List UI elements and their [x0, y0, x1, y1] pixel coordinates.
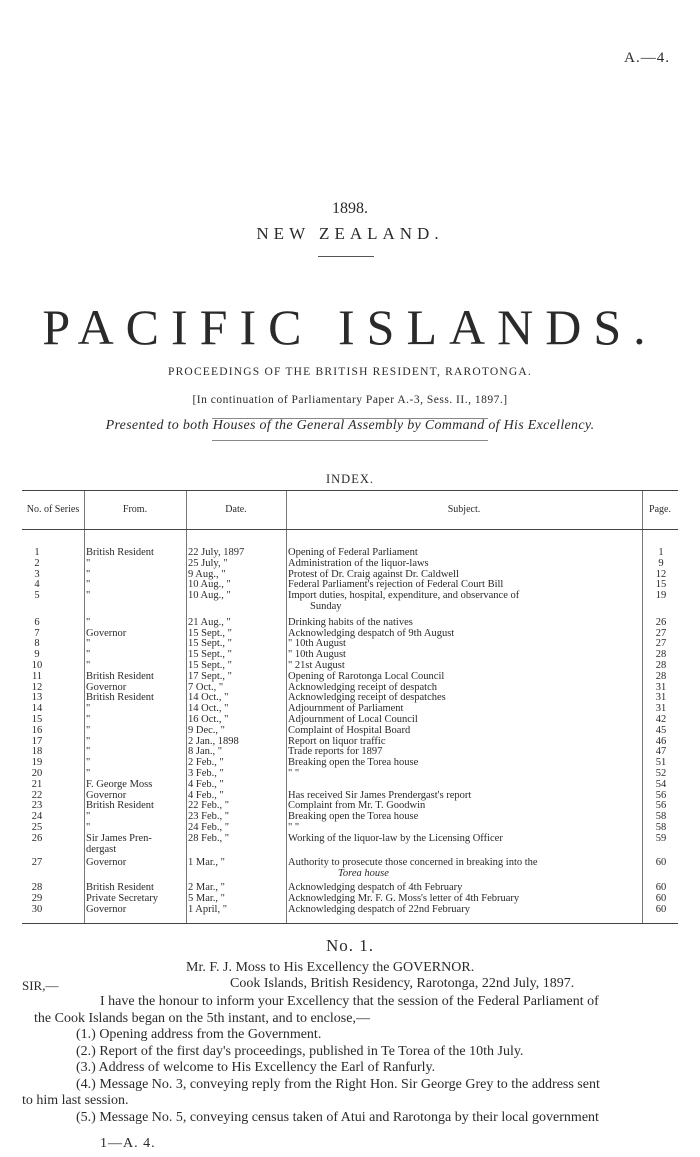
row-subject: " 10th August	[288, 638, 346, 650]
row-from: "	[86, 703, 91, 715]
row-page: 27	[655, 638, 667, 650]
row-subject: Working of the liquor-law by the Licensing Officer	[288, 832, 503, 844]
row-series-no: 20	[31, 768, 43, 779]
letter-line: (5.) Message No. 5, conveying census taken of Atui and Rarotonga by their local government	[76, 1109, 599, 1125]
year: 1898.	[332, 200, 368, 217]
row-date: 1 Mar., "	[188, 857, 225, 869]
row-date: 16 Oct., "	[188, 714, 229, 725]
row-from: "	[86, 649, 91, 661]
row-subject: Complaint from Mr. T. Goodwin	[288, 800, 426, 812]
row-subject: Federal Parliament's rejection of Federal Court Bill	[288, 579, 504, 591]
row-from: Governor	[86, 681, 127, 693]
row-series-no: 13	[31, 692, 43, 704]
row-date: 2 Jan., 1898	[188, 735, 239, 747]
row-series-no: 14	[31, 703, 43, 715]
row-series-no: 16	[31, 724, 43, 736]
row-from-continued: dergast	[86, 843, 117, 855]
row-subject: Acknowledging despatch of 22nd February	[288, 903, 470, 915]
row-date: 5 Mar., "	[188, 892, 225, 904]
header-page: Page.	[649, 504, 671, 515]
row-from: British Resident	[86, 547, 154, 558]
row-page: 51	[655, 757, 667, 769]
row-subject-continued: Sunday	[310, 601, 342, 612]
row-from: "	[86, 746, 91, 758]
row-from: Governor	[86, 903, 127, 915]
row-series-no: 7	[34, 627, 40, 639]
row-series-no: 6	[34, 616, 40, 628]
row-page: 9	[658, 557, 664, 569]
row-date: 3 Feb., "	[188, 768, 224, 779]
row-from: "	[86, 660, 91, 671]
row-series-no: 29	[31, 892, 43, 904]
row-from: F. George Moss	[86, 778, 153, 790]
row-series-no: 10	[31, 660, 43, 671]
row-page: 12	[655, 568, 667, 580]
row-series-no: 26	[31, 832, 43, 844]
letter-line: (3.) Address of welcome to His Excellency the Earl of Ranfurly.	[76, 1060, 436, 1075]
row-subject: Opening of Federal Parliament	[288, 547, 418, 558]
row-series-no: 25	[31, 822, 43, 833]
row-series-no: 15	[31, 714, 43, 725]
row-series-no: 12	[31, 681, 43, 693]
row-series-no: 3	[34, 568, 40, 580]
row-date: 17 Sept., "	[188, 670, 232, 682]
row-from: British Resident	[86, 800, 154, 812]
row-subject: " 21st August	[288, 660, 345, 671]
letter-line: (4.) Message No. 3, conveying reply from the Right Hon. Sir George Grey to the address sent	[76, 1076, 600, 1092]
row-date: 15 Sept., "	[188, 649, 232, 661]
row-series-no: 28	[31, 882, 43, 893]
row-subject: Acknowledging receipt of despatches	[288, 692, 446, 704]
row-series-no: 19	[31, 757, 43, 769]
row-date: 15 Sept., "	[188, 627, 232, 639]
row-page: 28	[655, 649, 667, 661]
row-subject: Report on liquor traffic	[288, 735, 386, 747]
header-rule	[22, 529, 678, 530]
row-page: 31	[655, 692, 667, 704]
header-date: Date.	[225, 504, 247, 515]
row-series-no: 4	[34, 579, 40, 591]
row-page: 31	[655, 703, 667, 715]
row-from: Governor	[86, 857, 127, 869]
row-from: British Resident	[86, 882, 154, 893]
row-from: "	[86, 822, 91, 833]
row-subject: Breaking open the Torea house	[288, 811, 419, 823]
row-subject: Complaint of Hospital Board	[288, 724, 411, 736]
row-series-no: 23	[31, 800, 43, 812]
salutation: SIR,—	[22, 978, 59, 993]
row-date: 25 July, "	[188, 557, 228, 569]
page-signature: 1—A. 4.	[100, 1136, 156, 1151]
row-subject: Protest of Dr. Craig against Dr. Caldwell	[288, 568, 459, 580]
row-date: 9 Dec., "	[188, 724, 225, 736]
row-page: 45	[655, 724, 667, 736]
row-page: 56	[655, 789, 667, 801]
row-date: 24 Feb., "	[188, 822, 230, 833]
row-date: 21 Aug., "	[188, 616, 231, 628]
row-series-no: 9	[34, 649, 40, 661]
row-from: "	[86, 757, 91, 769]
row-date: 10 Aug., "	[188, 579, 231, 591]
row-series-no: 17	[31, 735, 43, 747]
row-from: "	[86, 768, 91, 779]
row-page: 28	[655, 660, 667, 671]
row-page: 47	[655, 746, 667, 758]
presented-rule-bottom	[212, 440, 488, 441]
row-from: Governor	[86, 627, 127, 639]
row-subject: Acknowledging despatch of 4th February	[288, 882, 463, 893]
row-date: 1 April, "	[188, 903, 227, 915]
row-from: "	[86, 557, 91, 569]
row-date: 9 Aug., "	[188, 568, 226, 580]
row-date: 2 Mar., "	[188, 882, 225, 893]
row-date: 4 Feb., "	[188, 778, 224, 790]
row-series-no: 2	[34, 557, 40, 569]
row-date: 10 Aug., "	[188, 590, 231, 602]
page-reference: A.—4.	[624, 50, 670, 66]
row-subject: " "	[288, 768, 300, 779]
row-page: 26	[655, 616, 667, 628]
header-subject: Subject.	[447, 504, 481, 515]
row-page: 1	[658, 547, 664, 558]
letter-line: (2.) Report of the first day's proceedings, published in Te Torea of the 10th July.	[76, 1043, 524, 1059]
row-from: "	[86, 638, 91, 650]
row-date: 2 Feb., "	[188, 757, 224, 769]
row-subject: Administration of the liquor-laws	[288, 557, 429, 569]
row-subject: Import duties, hospital, expenditure, and observance of	[288, 590, 520, 602]
row-series-no: 30	[31, 903, 43, 915]
row-from: "	[86, 568, 91, 580]
row-page: 52	[655, 768, 667, 779]
row-subject-continued: Torea house	[338, 868, 389, 880]
row-date: 8 Jan., "	[188, 746, 223, 758]
row-from: "	[86, 735, 91, 747]
row-page: 60	[655, 903, 667, 915]
row-subject: Adjournment of Local Council	[288, 714, 418, 725]
row-subject: Authority to prosecute those concerned in breaking into the	[288, 857, 538, 869]
row-series-no: 22	[31, 789, 43, 801]
row-page: 42	[655, 714, 667, 725]
row-date: 14 Oct., "	[188, 703, 229, 715]
row-subject: Adjournment of Parliament	[288, 703, 404, 715]
row-subject: Breaking open the Torea house	[288, 757, 419, 769]
letter-line: the Cook Islands began on the 5th instant, and to enclose,—	[34, 1010, 370, 1026]
country-title: NEW ZEALAND.	[256, 224, 444, 243]
row-page: 46	[655, 735, 667, 747]
row-date: 28 Feb., "	[188, 832, 230, 844]
column-divider	[286, 491, 287, 923]
row-page: 56	[655, 800, 667, 812]
letter-line: I have the honour to inform your Excellency that the session of the Federal Parliament of	[100, 994, 599, 1009]
presented-line: Presented to both Houses of the General Assembly by Command of His Excellency.	[105, 418, 595, 433]
column-divider	[642, 491, 643, 923]
header-from: From.	[122, 504, 148, 515]
row-subject: " "	[288, 822, 300, 833]
short-rule	[318, 256, 374, 257]
row-from: "	[86, 811, 91, 823]
row-page: 27	[655, 627, 667, 639]
row-page: 58	[655, 822, 667, 833]
row-subject: Acknowledging despatch of 9th August	[288, 627, 455, 639]
letter-from-line: Mr. F. J. Moss to His Excellency the GOVERNOR.	[186, 960, 475, 975]
row-page: 60	[655, 857, 667, 869]
row-series-no: 8	[34, 638, 40, 650]
row-page: 58	[655, 811, 667, 823]
column-divider	[84, 491, 85, 923]
row-page: 31	[655, 681, 667, 693]
row-date: 15 Sept., "	[188, 638, 232, 650]
row-date: 22 July, 1897	[188, 547, 245, 558]
row-from: "	[86, 714, 91, 725]
letter-line: to him last session.	[22, 1093, 129, 1108]
row-date: 22 Feb., "	[188, 800, 230, 812]
subtitle: PROCEEDINGS OF THE BRITISH RESIDENT, RAROTONGA.	[167, 366, 533, 378]
letter-place-date: Cook Islands, British Residency, Rarotonga, 22nd July, 1897.	[230, 976, 575, 991]
row-from: British Resident	[86, 670, 154, 682]
row-date: 23 Feb., "	[188, 811, 230, 823]
row-page: 60	[655, 892, 667, 904]
row-page: 19	[655, 590, 667, 602]
row-subject: " 10th August	[288, 649, 346, 661]
row-from: "	[86, 590, 91, 602]
letter-number: No. 1.	[325, 936, 375, 955]
row-page: 15	[655, 579, 667, 591]
index-title: INDEX.	[325, 472, 374, 486]
row-page: 59	[655, 832, 667, 844]
row-series-no: 27	[31, 857, 43, 869]
row-date: 14 Oct., "	[188, 692, 229, 704]
letter-line: (1.) Opening address from the Government.	[76, 1027, 322, 1042]
row-page: 54	[655, 778, 667, 790]
row-subject: Acknowledging receipt of despatch	[288, 681, 437, 693]
row-from: Governor	[86, 789, 127, 801]
row-series-no: 1	[34, 547, 40, 558]
row-series-no: 24	[31, 811, 43, 823]
row-date: 7 Oct., "	[188, 681, 224, 693]
row-from: "	[86, 616, 91, 628]
row-series-no: 18	[31, 746, 43, 758]
header-no-of-series: No. of Series	[26, 504, 80, 515]
row-date: 15 Sept., "	[188, 660, 232, 671]
row-subject: Acknowledging Mr. F. G. Moss's letter of 4th February	[288, 892, 520, 904]
row-from: "	[86, 724, 91, 736]
row-series-no: 11	[31, 670, 43, 682]
row-subject: Has received Sir James Prendergast's report	[288, 789, 472, 801]
main-title: PACIFIC ISLANDS.	[42, 299, 658, 355]
row-series-no: 5	[34, 590, 40, 602]
row-page: 28	[655, 670, 667, 682]
row-page: 60	[655, 882, 667, 893]
row-series-no: 21	[31, 778, 43, 790]
row-date: 4 Feb., "	[188, 789, 224, 801]
row-from: British Resident	[86, 692, 154, 704]
index-table	[22, 490, 678, 924]
row-subject: Drinking habits of the natives	[288, 616, 413, 628]
row-from: Private Secretary	[86, 892, 159, 904]
row-subject: Opening of Rarotonga Local Council	[288, 670, 445, 682]
row-subject: Trade reports for 1897	[288, 746, 383, 758]
row-from: Sir James Pren-	[86, 832, 152, 844]
continuation-note: [In continuation of Parliamentary Paper A.-3, Sess. II., 1897.]	[192, 394, 508, 406]
row-from: "	[86, 579, 91, 591]
